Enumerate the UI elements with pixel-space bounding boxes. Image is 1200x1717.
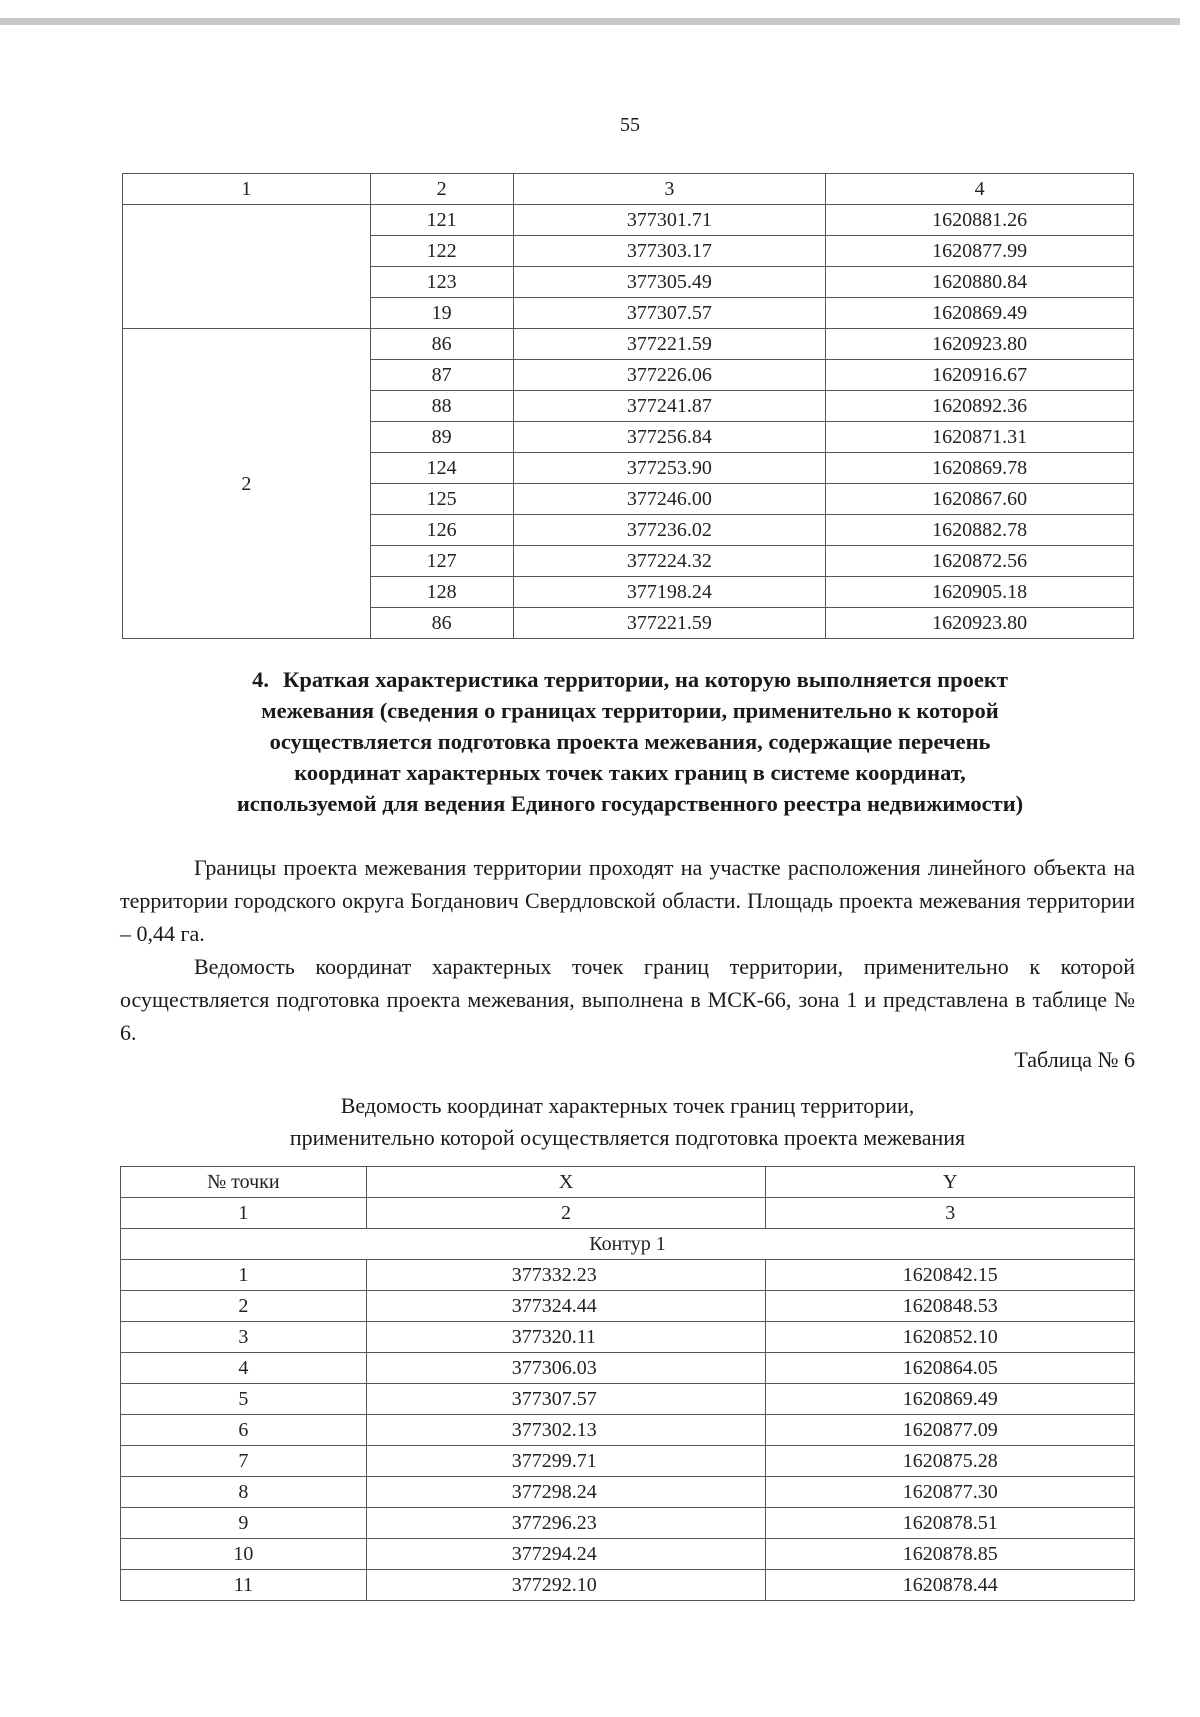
point-number: 8 [121, 1477, 367, 1508]
point-number: 19 [370, 298, 513, 329]
column-header: 3 [513, 174, 826, 205]
y-coordinate: 1620923.80 [826, 608, 1134, 639]
page-number: 55 [620, 114, 640, 136]
x-coordinate: 377305.49 [513, 267, 826, 298]
y-coordinate: 1620848.53 [766, 1291, 1135, 1322]
table-row [121, 1322, 1135, 1353]
x-coordinate: 377296.23 [366, 1508, 766, 1539]
point-number: 122 [370, 236, 513, 267]
table-title [120, 1090, 1135, 1154]
heading-line: межевания (сведения о границах территории, применительно к которой [261, 698, 999, 723]
table-title-line: применительно которой осуществляется подготовка проекта межевания [289, 1125, 966, 1150]
point-number: 10 [121, 1539, 367, 1570]
point-number: 4 [121, 1353, 367, 1384]
x-coordinate: 377307.57 [513, 298, 826, 329]
column-number: 1 [121, 1198, 367, 1229]
y-coordinate: 1620881.26 [826, 205, 1134, 236]
y-coordinate: 1620878.51 [766, 1508, 1135, 1539]
point-number: 88 [370, 391, 513, 422]
heading-line: координат характерных точек таких границ в системе координат, [294, 760, 966, 785]
x-coordinate: 377198.24 [513, 577, 826, 608]
group-cell-empty [123, 205, 371, 329]
x-coordinate: 377253.90 [513, 453, 826, 484]
column-number: 2 [366, 1198, 766, 1229]
point-number: 86 [370, 608, 513, 639]
y-coordinate: 1620872.56 [826, 546, 1134, 577]
paragraph-statement [120, 950, 1135, 1049]
x-coordinate: 377224.32 [513, 546, 826, 577]
x-coordinate: 377303.17 [513, 236, 826, 267]
point-number: 9 [121, 1508, 367, 1539]
point-number: 11 [121, 1570, 367, 1601]
y-coordinate: 1620878.44 [766, 1570, 1135, 1601]
x-coordinate: 377320.11 [366, 1322, 766, 1353]
point-number: 6 [121, 1415, 367, 1446]
point-number: 2 [121, 1291, 367, 1322]
x-coordinate: 377324.44 [366, 1291, 766, 1322]
column-header: 4 [826, 174, 1134, 205]
table-row [121, 1260, 1135, 1291]
x-coordinate: 377292.10 [366, 1570, 766, 1601]
x-coordinate: 377256.84 [513, 422, 826, 453]
y-coordinate: 1620877.30 [766, 1477, 1135, 1508]
y-coordinate: 1620880.84 [826, 267, 1134, 298]
group-cell: 2 [123, 329, 371, 639]
table-row [121, 1539, 1135, 1570]
x-coordinate: 377226.06 [513, 360, 826, 391]
section-number: 4. [252, 667, 269, 692]
x-coordinate: 377221.59 [513, 329, 826, 360]
y-coordinate: 1620842.15 [766, 1260, 1135, 1291]
x-coordinate: 377246.00 [513, 484, 826, 515]
table-numbering-row [121, 1198, 1135, 1229]
heading-line: используемой для ведения Единого государственного реестра недвижимости) [236, 791, 1024, 816]
x-coordinate: 377294.24 [366, 1539, 766, 1570]
paragraph-text: Границы проекта межевания территории проходят на участке расположения линейного объекта на территории городского округа Богданович Свердловской области. Площадь проекта межевания территории – 0,44 га. [120, 855, 1135, 946]
heading-line [130, 664, 1130, 695]
column-header: 2 [370, 174, 513, 205]
heading-line-text: Краткая характеристика территории, на которую выполняется проект [283, 667, 1008, 692]
table-row [121, 1384, 1135, 1415]
x-coordinate: 377241.87 [513, 391, 826, 422]
y-coordinate: 1620852.10 [766, 1322, 1135, 1353]
heading-line: осуществляется подготовка проекта межевания, содержащие перечень [269, 729, 991, 754]
paragraph-boundaries [120, 851, 1135, 950]
table-header-row [121, 1167, 1135, 1198]
column-header: X [366, 1167, 766, 1198]
point-number: 121 [370, 205, 513, 236]
point-number: 3 [121, 1322, 367, 1353]
table-row [121, 1477, 1135, 1508]
column-number: 3 [766, 1198, 1135, 1229]
point-number: 1 [121, 1260, 367, 1291]
table-row [121, 1446, 1135, 1477]
section-heading [130, 664, 1130, 819]
x-coordinate: 377221.59 [513, 608, 826, 639]
contour-label: Контур 1 [121, 1229, 1135, 1260]
y-coordinate: 1620864.05 [766, 1353, 1135, 1384]
point-number: 127 [370, 546, 513, 577]
x-coordinate: 377332.23 [366, 1260, 766, 1291]
x-coordinate: 377307.57 [366, 1384, 766, 1415]
coordinates-table-6 [120, 1166, 1135, 1601]
point-number: 7 [121, 1446, 367, 1477]
y-coordinate: 1620923.80 [826, 329, 1134, 360]
point-number: 128 [370, 577, 513, 608]
point-number: 5 [121, 1384, 367, 1415]
table-row [121, 1415, 1135, 1446]
y-coordinate: 1620905.18 [826, 577, 1134, 608]
contour-row [121, 1229, 1135, 1260]
y-coordinate: 1620892.36 [826, 391, 1134, 422]
point-number: 123 [370, 267, 513, 298]
x-coordinate: 377236.02 [513, 515, 826, 546]
y-coordinate: 1620877.99 [826, 236, 1134, 267]
y-coordinate: 1620882.78 [826, 515, 1134, 546]
column-header: № точки [121, 1167, 367, 1198]
table-row [121, 1508, 1135, 1539]
y-coordinate: 1620877.09 [766, 1415, 1135, 1446]
table-header-row [123, 174, 1134, 205]
y-coordinate: 1620867.60 [826, 484, 1134, 515]
point-number: 87 [370, 360, 513, 391]
point-number: 86 [370, 329, 513, 360]
x-coordinate: 377298.24 [366, 1477, 766, 1508]
page-top-rule [0, 18, 1180, 25]
y-coordinate: 1620869.49 [826, 298, 1134, 329]
y-coordinate: 1620869.49 [766, 1384, 1135, 1415]
y-coordinate: 1620871.31 [826, 422, 1134, 453]
table-row [121, 1353, 1135, 1384]
paragraph-text: Ведомость координат характерных точек границ территории, применительно к которой осуществляется подготовка проекта межевания, выполнена в МСК-66, зона 1 и представлена в таблице № 6. [120, 954, 1135, 1045]
table-row [121, 1291, 1135, 1322]
x-coordinate: 377302.13 [366, 1415, 766, 1446]
point-number: 89 [370, 422, 513, 453]
y-coordinate: 1620875.28 [766, 1446, 1135, 1477]
point-number: 125 [370, 484, 513, 515]
y-coordinate: 1620916.67 [826, 360, 1134, 391]
column-header: Y [766, 1167, 1135, 1198]
point-number: 126 [370, 515, 513, 546]
x-coordinate: 377306.03 [366, 1353, 766, 1384]
table-row [123, 329, 1134, 360]
point-number: 124 [370, 453, 513, 484]
y-coordinate: 1620869.78 [826, 453, 1134, 484]
table-row [123, 205, 1134, 236]
column-header: 1 [123, 174, 371, 205]
table-label: Таблица № 6 [1014, 1047, 1135, 1072]
x-coordinate: 377301.71 [513, 205, 826, 236]
y-coordinate: 1620878.85 [766, 1539, 1135, 1570]
x-coordinate: 377299.71 [366, 1446, 766, 1477]
table-row [121, 1570, 1135, 1601]
coordinates-table-continued [122, 173, 1134, 639]
table-title-line: Ведомость координат характерных точек границ территории, [340, 1093, 915, 1118]
